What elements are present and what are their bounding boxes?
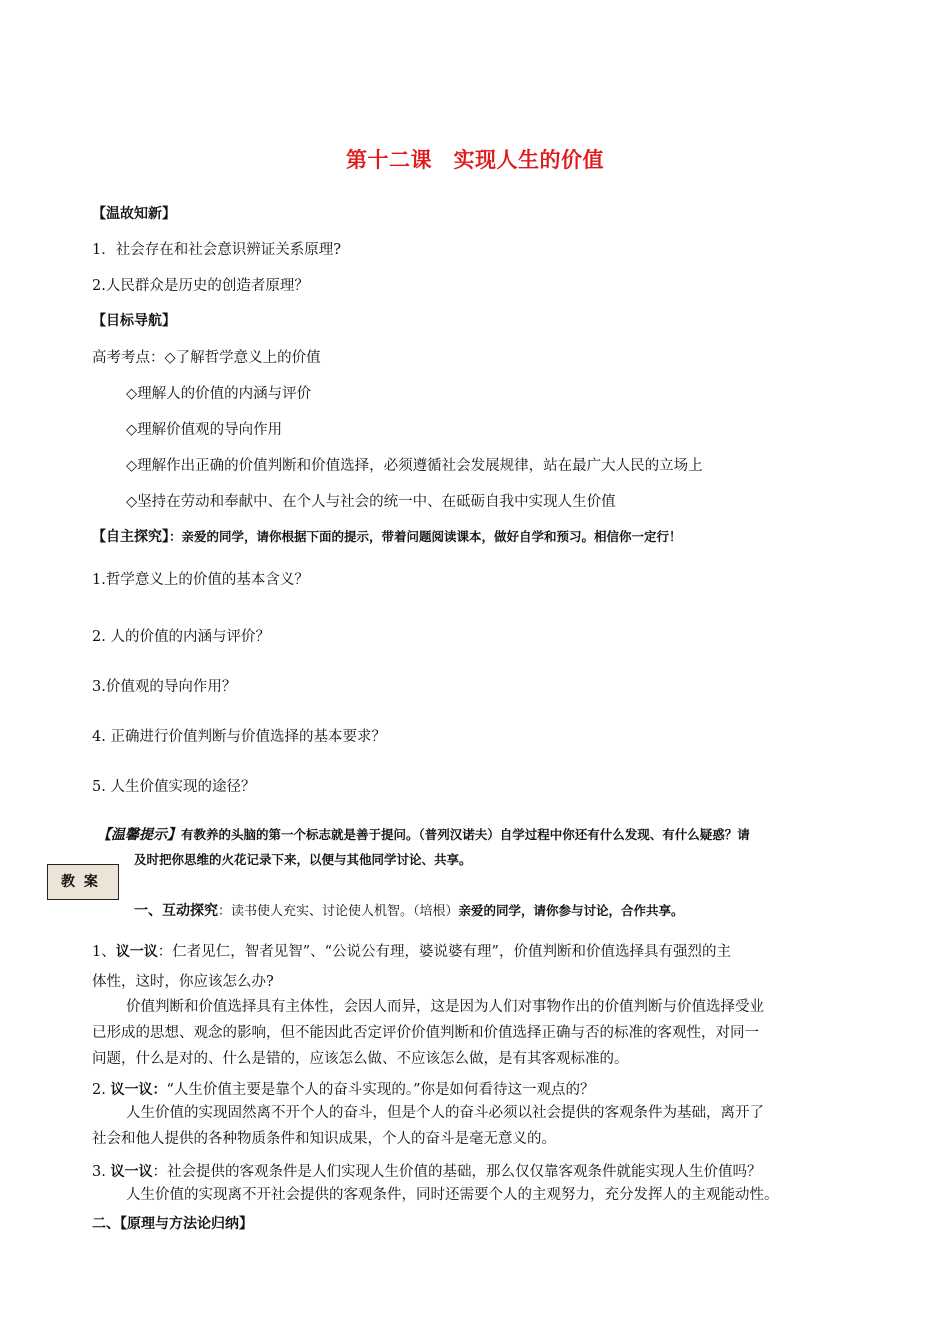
page-title: 第十二课 实现人生的价值 bbox=[346, 148, 604, 172]
discussion-1-answer-2: 已形成的思想、观念的影响，但不能因此否定评价价值判断和价值选择正确与否的标准的客观性，对同一 bbox=[92, 1025, 759, 1041]
tip-label: 【温馨提示】 bbox=[97, 827, 181, 843]
lesson-plan-box: 教 案 bbox=[47, 864, 119, 900]
discussion-1-label: 议一议 bbox=[115, 944, 158, 960]
discussion-1-question-cont: 体性，这时，你应该怎么办? bbox=[92, 974, 274, 990]
study-question-5: 5. 人生价值实现的途径？ bbox=[92, 779, 256, 795]
goal-item-3: ◇理解价值观的导向作用 bbox=[126, 422, 283, 438]
study-question-1: 1.哲学意义上的价值的基本含义？ bbox=[92, 572, 309, 588]
discussion-2-label: 议一议： bbox=[110, 1082, 167, 1098]
goals-heading: 【目标导航】 bbox=[92, 313, 176, 329]
discussion-3-label: 议一议 bbox=[110, 1164, 153, 1180]
self-study-heading: 【自主探究】 bbox=[92, 529, 169, 545]
goals-prefix: 高考考点： bbox=[92, 350, 165, 366]
tip-line-1 bbox=[97, 824, 750, 844]
discussion-1-number: 1、 bbox=[92, 944, 116, 960]
discussion-2-question bbox=[92, 1078, 595, 1099]
goal-item-2: ◇理解人的价值的内涵与评价 bbox=[126, 386, 312, 402]
discussion-1-answer-3: 问题，什么是对的、什么是错的，应该怎么做、不应该怎么做，是有其客观标准的。 bbox=[92, 1051, 629, 1067]
self-study-intro: ：亲爱的同学，请你根据下面的提示，带着问题阅读课本，做好自学和预习。相信你一定行！ bbox=[169, 529, 682, 544]
self-study-line bbox=[92, 526, 682, 546]
tip-text-1: 有教养的头脑的第一个标志就是善于提问。（普列汉诺夫）自学过程中你还有什么发现、有什么疑惑？请 bbox=[181, 827, 750, 842]
goal-item-1: ◇了解哲学意义上的价值 bbox=[164, 350, 321, 366]
goal-item-4: ◇理解作出正确的价值判断和价值选择，必须遵循社会发展规律，站在最广大人民的立场上 bbox=[126, 458, 703, 474]
discussion-3-question-text: ：社会提供的客观条件是人们实现人生价值的基础，那么仅仅靠客观条件就能实现人生价值吗？ bbox=[152, 1164, 762, 1180]
discussion-3-question bbox=[92, 1160, 761, 1181]
discussion-1-question bbox=[92, 940, 731, 961]
study-question-2: 2. 人的价值的内涵与评价？ bbox=[92, 629, 270, 645]
discussion-3-answer-1: 人生价值的实现离不开社会提供的客观条件，同时还需要个人的主观努力，充分发挥人的主观能动性。 bbox=[126, 1187, 779, 1203]
study-question-4: 4. 正确进行价值判断与价值选择的基本要求？ bbox=[92, 729, 386, 745]
interactive-line bbox=[134, 900, 684, 920]
review-question-1: 1．社会存在和社会意识辨证关系原理? bbox=[92, 242, 341, 258]
goal-item-5: ◇坚持在劳动和奉献中、在个人与社会的统一中、在砥砺自我中实现人生价值 bbox=[126, 494, 616, 510]
review-heading: 【温故知新】 bbox=[92, 206, 176, 222]
discussion-1-question-text: ：仁者见仁，智者见智”、“公说公有理，婆说婆有理”，价值判断和价值选择具有强烈的主 bbox=[157, 944, 731, 960]
summary-heading: 二、【原理与方法论归纳】 bbox=[92, 1216, 253, 1232]
discussion-2-answer-1: 人生价值的实现固然离不开个人的奋斗，但是个人的奋斗必须以社会提供的客观条件为基础，离开了 bbox=[126, 1105, 764, 1121]
interactive-quote: ：读书使人充实、讨论使人机智。（培根） bbox=[218, 904, 459, 919]
discussion-2-question-text: “人生价值主要是靠个人的奋斗实现的。”你是如何看待这一观点的？ bbox=[166, 1082, 595, 1098]
discussion-2-answer-2: 社会和他人提供的各种物质条件和知识成果，个人的奋斗是毫无意义的。 bbox=[92, 1131, 556, 1147]
interactive-heading: 一、互动探究 bbox=[134, 903, 218, 919]
goals-line-1 bbox=[92, 346, 321, 367]
tip-text-2: 及时把你思维的火花记录下来，以便与其他同学讨论、共享。 bbox=[134, 852, 472, 867]
discussion-1-answer-1: 价值判断和价值选择具有主体性，会因人而异，这是因为人们对事物作出的价值判断与价值选择受业 bbox=[126, 999, 764, 1015]
interactive-invite: 亲爱的同学，请你参与讨论，合作共享。 bbox=[458, 903, 684, 918]
discussion-3-number: 3. bbox=[92, 1164, 111, 1180]
study-question-3: 3.价值观的导向作用？ bbox=[92, 679, 237, 695]
discussion-2-number: 2. bbox=[92, 1082, 111, 1098]
review-question-2: 2.人民群众是历史的创造者原理？ bbox=[92, 278, 309, 294]
